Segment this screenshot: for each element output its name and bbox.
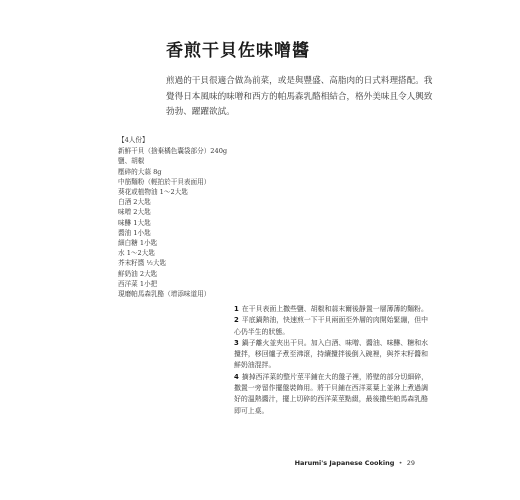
ingredient-item: 現磨帕馬森乳酪（增添味道用） bbox=[118, 290, 211, 299]
book-title: Harumi's Japanese Cooking bbox=[294, 459, 395, 467]
page-title: 香煎干貝佐味噌醬 bbox=[166, 41, 310, 61]
ingredient-item: 鮮奶油 2大匙 bbox=[118, 269, 158, 278]
ingredient-item: 味醂 1大匙 bbox=[118, 218, 151, 227]
step-text: 在干貝表面上撒些鹽、胡椒和蒜末爾後靜置一層薄薄的麵粉。 bbox=[241, 305, 428, 313]
ingredient-item: 白酒 2大匙 bbox=[118, 198, 151, 207]
ingredient-item: 葵花或植物油 1～2大匙 bbox=[118, 188, 188, 197]
footer-separator: • bbox=[398, 459, 403, 467]
step-number: 2 bbox=[234, 316, 239, 325]
ingredient-item: 中筋麵粉（輕拍於干貝表面用） bbox=[118, 177, 211, 186]
page-number: 29 bbox=[406, 459, 415, 467]
step-number: 4 bbox=[234, 372, 239, 381]
intro-paragraph bbox=[166, 74, 434, 121]
ingredient-item: 味噌 2大匙 bbox=[118, 208, 151, 217]
ingredient-item: 水 1～2大匙 bbox=[118, 249, 155, 258]
step-4 bbox=[234, 372, 428, 417]
step-1 bbox=[234, 304, 428, 315]
ingredients-items bbox=[118, 146, 228, 299]
intro-text: 煎過的干貝很適合做為前菜，或是與豐盛、高脂肉的日式料理搭配。我覺得日本風味的味噌和西方的帕馬森乳酪相結合，格外美味且令人興致勃勃、躍躍欲試。 bbox=[166, 76, 433, 117]
step-text: 平底鍋熱油，快速煎一下干貝兩面至外層的肉開始緊繃，但中心仍半生的狀態。 bbox=[234, 316, 428, 336]
step-2 bbox=[234, 315, 428, 338]
step-text: 摘掉西洋菜的整片莖平鋪在大的盤子裡，將壁的部分切細碎，撒置一旁留作擺盤裝飾用。將干貝鋪在西洋菜葉上並淋上煮過調好的溫熱醬汁，擺上切碎的西洋菜莖點綴，最後撒些帕馬森乳酪即可上桌。 bbox=[234, 372, 428, 415]
ingredients-list bbox=[118, 135, 228, 299]
ingredient-item: 醬油 1小匙 bbox=[118, 228, 151, 237]
step-number: 1 bbox=[234, 305, 239, 313]
step-number: 3 bbox=[234, 338, 239, 347]
step-3 bbox=[234, 338, 428, 372]
ingredient-item: 新鮮干貝（捨棄橘色囊袋部分）240g bbox=[118, 147, 228, 156]
ingredient-item: 壓碎的大蒜 8g bbox=[118, 167, 162, 176]
page-footer bbox=[295, 459, 415, 467]
ingredient-item: 西洋菜 1小把 bbox=[118, 279, 158, 288]
ingredients-header: 【4人份】 bbox=[118, 136, 149, 144]
step-text: 鍋子離火並夾出干貝。加入白酒、味噌、醬油、味醂、糖和水攪拌，移回爐子煮至沸滾，持續攪拌後倒入碗裡，與芥末籽醬和鮮奶油混拌。 bbox=[234, 338, 428, 370]
ingredient-item: 細白糖 1小匙 bbox=[118, 239, 158, 248]
ingredient-item: 鹽、胡椒 bbox=[118, 157, 145, 166]
ingredient-item: 芥末籽醬 ½大匙 bbox=[118, 259, 167, 268]
method-steps bbox=[234, 304, 428, 417]
